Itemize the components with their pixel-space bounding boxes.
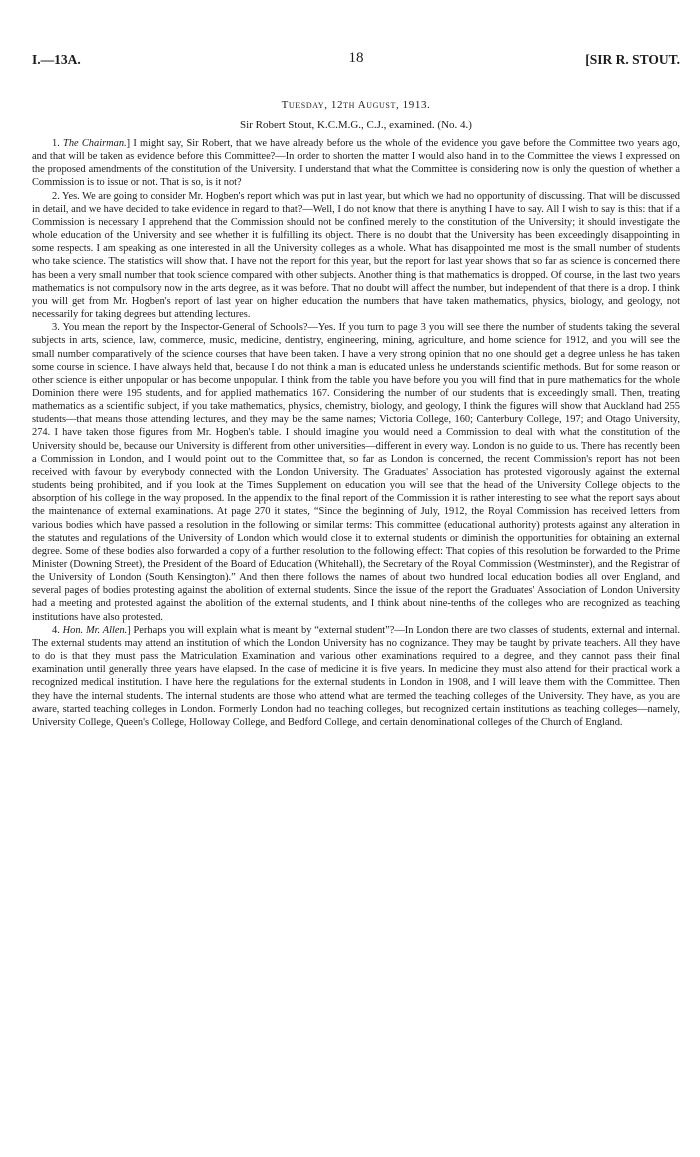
paragraph-2 xyxy=(32,190,680,322)
paragraph-3 xyxy=(32,321,680,624)
page-number: 18 xyxy=(348,50,364,66)
witness-running-head: [SIR R. STOUT. xyxy=(585,52,680,67)
paragraph-text: Yes. We are going to consider Mr. Hogben's report which was put in last year, but which we had no opportunity of discussing. That will be discussed in detail, and we have decided to take evidence in regard to that?—Well, I do not know that there is anything I have to say. All I wish to say is this: that if a Commission is necessary I apprehend that the Commission should not be confined merely to the constitution of the University; it should investigate the whole education of the University and see whether it is fulfilling its object. There is no doubt that the University has been exceedingly disappointing in some respects. I am speaking as one interested in all the University colleges as a whole. What has disappointed me most is the small number of students who take science. The statistics will show that. I have not the report for this year, but the report for last year shows that so far as science is concerned there has been a very small number that took science compared with other subjects. Another thing is that mathematics is dropped. Of course, in the last two years mathematics is not compulsory now in the arts degree, as it was before. That no doubt will affect the number, but independent of that there is a drop. I think you will get from Mr. Hogben's report of last year on higher education the numbers that have taken mathematics, physics, biology, and geology, not necessarily for taking degrees but attending lectures. xyxy=(32,190,680,321)
paragraph-number: 3. xyxy=(52,322,60,334)
paragraph-number: 2. xyxy=(52,190,60,202)
paper-reference: I.—13A. xyxy=(32,52,81,67)
witness-heading: Sir Robert Stout, K.C.M.G., C.J., examined. (No. 4.) xyxy=(240,119,472,131)
paragraph-text: ] Perhaps you will explain what is meant by “external student”?—In London there are two classes of students, external and internal. The external students may attend an institution of which the London University has no cognizance. They may be taught by private teachers. All they have to do is that they must pass the Matriculation Examination and various other examinations required to a degree, and they cannot pass their final examination until generally three years have elapsed. In the case of medicine it is five years. In medicine they must also attend for their practical work a recognized medical institution. I have here the regulations for the external students in London in 1908, and I will leave them with the Committee. Then they have the internal students. The internal students are those who attend what are termed the teaching colleges of the University. They have, as you are aware, started teaching colleges in London. Formerly London had no teaching colleges, but recognized certain institutions as teaching colleges—namely, University College, Queen's College, Holloway College, and Bedford College, and certain denominational colleges of the Church of England. xyxy=(32,624,680,728)
speaker: Hon. Mr. Allen. xyxy=(62,624,128,636)
speaker: The Chairman. xyxy=(63,138,127,149)
paragraph-text: ] I might say, Sir Robert, that we have already before us the whole of the evidence you gave before the Committee two years ago, and that will be taken as evidence before this Committee?—In order to shorten the matter I would also hand in to the Committee the views I expressed on the proposed amendments of the constitution of the University. I understand that what the Committee is considering now is only the question of whether a Commission is to issue or not. That is so, is it not? xyxy=(32,138,680,189)
paragraph-number: 1. xyxy=(52,138,60,149)
paragraph-text: You mean the report by the Inspector-General of Schools?—Yes. If you turn to page 3 you will see there the number of students taking the several subjects in arts, science, law, commerce, music, medicine, dentistry, engineering, mining, agriculture, and home science for 1912, and you will see the small number comparatively of the science courses that have been taken. I have a very strong opinion that no one should get a degree unless he has taken some course in science. I have always held that, because I do not think a man is educated unless he understands scientific methods. But for some reason or other science is either unpopular or has become unpopular. I think from the table you have before you you will find that in pure mathematics for the whole Dominion there were 195 students, and for applied mathematics 167. Considering the number of our students that is exceedingly small. Then, treating mathematics as a scientific subject, if you take mathematics, physics, chemistry, biology, and geology, I think the figures will show that Auckland had 255 students—that means those attending lectures, and they may be the same names; Victoria College, 160; Canterbury College, 197; and Otago University, 274. I have taken those figures from Mr. Hogben's table. I should imagine you would need a Commission to deal with what the constitution of the University should be, because our University is different from other universities—different in every way. London is no guide to us. There has recently been a Commission in London, and I would point out to the Committee that, so far as London is concerned, the recent Commission's report has not been received with favour by everybody connected with the London University. The Graduates' Association has protested vigorously against the external students being prohibited, and if you look at the Times Supplement on education you will see that the head of the University College objects to the absorption of his college in the way proposed. In the appendix to the final report of the Commission it is rather interesting to see what the report says about the maintenance of external examinations. At page 270 it states, “Since the beginning of July, 1912, the Royal Commission has received letters from various bodies which have passed a resolution in the following or similar terms: This committee (educational authority) protests against any alteration in the statutes and regulations of the University of London which would close it to external students or diminish the opportunities for obtaining an external degree. Some of these bodies also forwarded a copy of a further resolution to the following effect: That copies of this resolution be forwarded to the Prime Minister (Downing Street), the President of the Board of Education (Whitehall), the Secretary of the Royal Commission (Westminster), and the Registrar of the University of London (South Kensington).” And then there follows the names of about two hundred local education bodies all over England, and several pages of bodies protesting against the abolition of external students. Since the issue of the report the Graduates' Association of London University had a meeting and protested against the abolition of the external students, and I think about nine-tenths of the colleges who are recognized as teaching institutions have also protested. xyxy=(32,322,680,623)
paragraph-1 xyxy=(32,137,680,190)
paragraph-4 xyxy=(32,624,680,729)
page-header xyxy=(32,52,680,70)
testimony-body xyxy=(32,137,680,729)
session-date: Tuesday, 12th August, 1913. xyxy=(281,99,431,111)
paragraph-number: 4. xyxy=(52,624,60,636)
